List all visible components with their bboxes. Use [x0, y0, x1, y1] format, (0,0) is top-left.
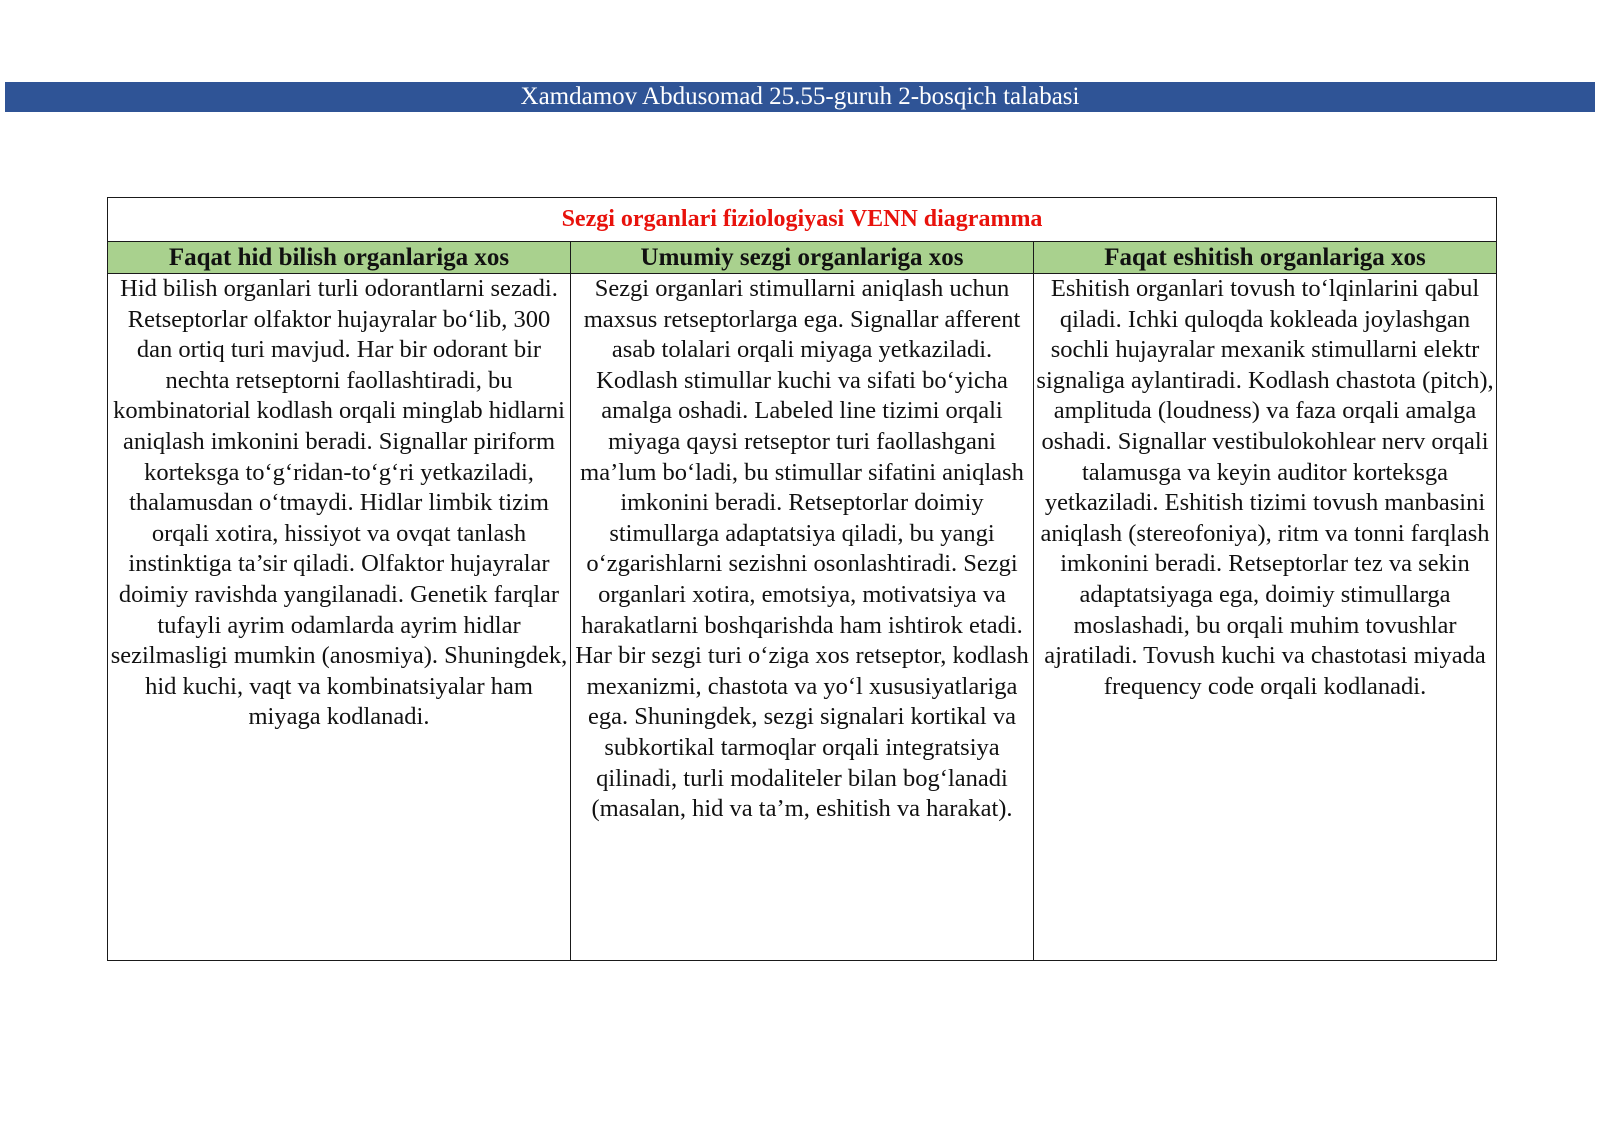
student-banner: Xamdamov Abdusomad 25.55-guruh 2-bosqich talabasi — [5, 82, 1595, 112]
column-header-smell-only: Faqat hid bilish organlariga xos — [108, 242, 571, 274]
table-title-row — [108, 198, 1497, 242]
cell-smell-only — [108, 274, 571, 961]
column-header-row — [108, 242, 1497, 274]
common-text: Sezgi organlari stimullarni aniqlash uchun maxsus retseptorlarga ega. Signallar afferent asab tolalari orqali miyaga yetkaziladi. Kodlash stimullar kuchi va sifati bo‘yicha amalga oshadi. Labeled line tizimi orqali miyaga qaysi retseptor turi faollashgani ma’lum bo‘ladi, bu stimullar sifatini aniqlash imkonini beradi. Retseptorlar doimiy stimullarga adaptatsiya qiladi, bu yangi o‘zgarishlarni sezishni osonlashtiradi. Sezgi organlari xotira, emotsiya, motivatsiya va harakatlarni boshqarishda ham ishtirok etadi. Har bir sezgi turi o‘ziga xos retseptor, kodlash mexanizmi, chastota va yo‘l xususiyatlariga ega. Shuningdek, sezgi signalari kortikal va subkortikal tarmoqlar orqali integratsiya qilinadi, turli modaliteler bilan bog‘lanadi (masalan, hid va ta’m, eshitish va harakat). — [575, 275, 1029, 823]
cell-hearing-only — [1034, 274, 1497, 961]
content-row — [108, 274, 1497, 961]
hearing-only-text: Eshitish organlari tovush to‘lqinlarini qabul qiladi. Ichki quloqda kokleada joylashgan sochli hujayralar mexanik stimullarni elektr signaliga aylantiradi. Kodlash chastota (pitch), amplituda (loudness) va faza orqali amalga oshadi. Signallar vestibulokohlear nerv orqali talamusga va keyin auditor korteksga yetkaziladi. Eshitish tizimi tovush manbasini aniqlash (stereofoniya), ritm va tonni farqlash imkonini beradi. Retseptorlar tez va sekin adaptatsiyaga ega, doimiy stimullarga moslashadi, bu orqali muhim tovushlar ajratiladi. Tovush kuchi va chastotasi miyada frequency code orqali kodlanadi. — [1036, 275, 1494, 700]
column-header-common: Umumiy sezgi organlariga xos — [571, 242, 1034, 274]
table-title: Sezgi organlari fiziologiyasi VENN diagramma — [108, 198, 1497, 242]
cell-common — [571, 274, 1034, 961]
venn-diagram-table — [107, 197, 1497, 961]
smell-only-text: Hid bilish organlari turli odorantlarni sezadi. Retseptorlar olfaktor hujayralar bo‘lib, 300 dan ortiq turi mavjud. Har bir odorant bir nechta retseptorni faollashtiradi, bu kombinatorial kodlash orqali minglab hidlarni aniqlash imkonini beradi. Signallar piriform korteksga to‘g‘ridan-to‘g‘ri yetkaziladi, thalamusdan o‘tmaydi. Hidlar limbik tizim orqali xotira, hissiyot va ovqat tanlash instinktiga ta’sir qiladi. Olfaktor hujayralar doimiy ravishda yangilanadi. Genetik farqlar tufayli ayrim odamlarda ayrim hidlar sezilmasligi mumkin (anosmiya). Shuningdek, hid kuchi, vaqt va kombinatsiyalar ham miyaga kodlanadi. — [110, 275, 568, 731]
column-header-hearing-only: Faqat eshitish organlariga xos — [1034, 242, 1497, 274]
